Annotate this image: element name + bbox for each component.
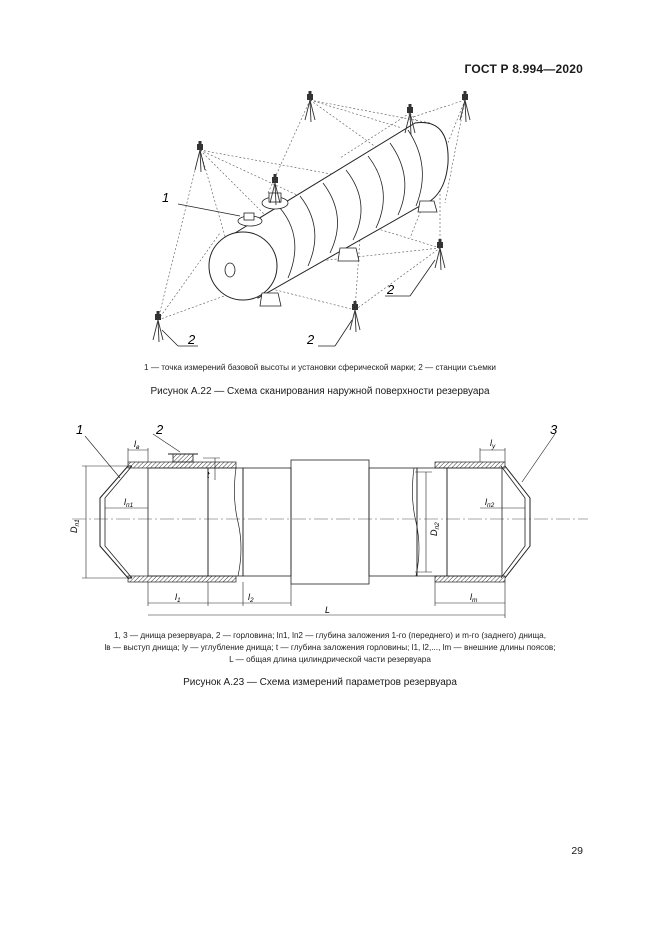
legend-line: lв — выступ днища; lу — углубление днища; t — глубина заложения горловины; l1, l2,..., lm — внешние длины поясов;: [104, 643, 556, 652]
figure-a22-scanning-scheme: [140, 88, 540, 358]
legend-line: L — общая длина цилиндрической части резервуара: [229, 655, 431, 664]
callout-1: 1: [76, 422, 84, 437]
figure-a23-measurement-scheme: [60, 418, 600, 623]
dim-l-n2: $l_{п2}$: [485, 497, 495, 509]
tank-body: [209, 123, 448, 307]
scanner-station: [305, 91, 315, 122]
dim-L: L: [325, 605, 331, 615]
dim-l-v: $l_в$: [134, 439, 140, 451]
callout-1: 1: [162, 190, 170, 205]
figure-a23-legend: [70, 630, 590, 666]
dim-l-y: $l_у$: [490, 438, 496, 450]
callout-2: 2: [188, 332, 196, 347]
dim-l-2: $l_2$: [248, 592, 254, 604]
page-number: 29: [571, 845, 583, 857]
figure-a22-caption: Рисунок А.22 — Схема сканирования наружной поверхности резервуара: [150, 386, 490, 397]
scanner-station: [350, 301, 360, 332]
figure-a22-legend: 1 — точка измерений базовой высоты и установки сферической марки; 2 — станции съемки: [143, 363, 496, 372]
dim-l-1: $l_1$: [175, 592, 181, 604]
scanner-station: [195, 141, 205, 172]
callout-2: 2: [156, 422, 164, 437]
legend-line: 1, 3 — днища резервуара, 2 — горловина; lп1, lп2 — глубина заложения 1-го (переднего) и m-го (заднего) днища,: [113, 631, 547, 640]
scanner-station: [153, 311, 163, 342]
callout-2: 2: [387, 282, 395, 297]
dim-l-m: $l_m$: [470, 592, 478, 604]
callout-3: 3: [550, 422, 558, 437]
figure-a23-caption: Рисунок А.23 — Схема измерений параметров резервуара: [183, 677, 457, 688]
scanner-station: [435, 239, 445, 270]
dim-d-n1: $D_{п1}$: [69, 519, 81, 533]
dim-l-n1: $l_{п1}$: [124, 497, 134, 509]
dim-t: t: [207, 470, 210, 480]
callout-2: 2: [307, 332, 315, 347]
dim-d-n2: $D_{п2}$: [429, 522, 441, 536]
standard-designation: ГОСТ Р 8.994—2020: [464, 62, 583, 76]
